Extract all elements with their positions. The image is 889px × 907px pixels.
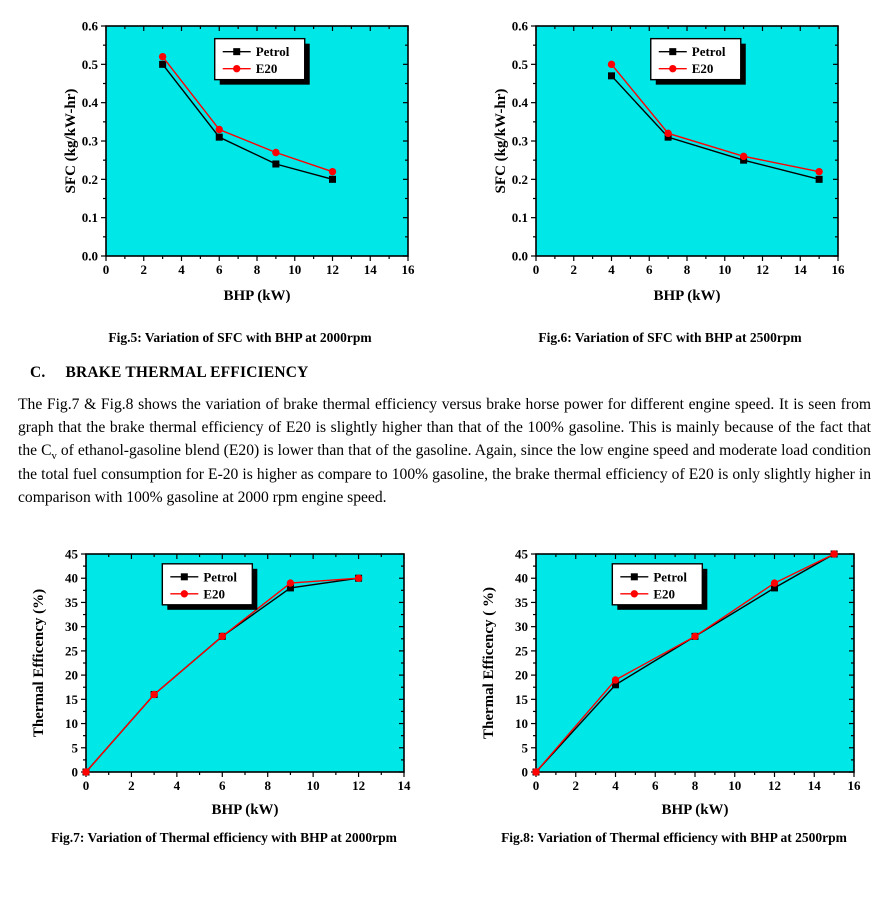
- svg-text:14: 14: [793, 262, 807, 277]
- svg-text:0.5: 0.5: [511, 56, 528, 72]
- paragraph-part2: of ethanol-gasoline blend (E20) is lower than that of the gasoline. Again, since the low engine speed and moderate load condition the total fuel consumption for E-20 is higher as compare to 100% gasoline, the brake thermal efficiency of E20 is only slightly higher in comparison with 100% gasoline at 2000 rpm engine speed.: [18, 441, 871, 506]
- svg-text:2: 2: [572, 777, 579, 793]
- svg-text:12: 12: [768, 777, 781, 793]
- svg-text:14: 14: [397, 777, 411, 793]
- svg-text:0: 0: [82, 777, 90, 793]
- svg-text:10: 10: [306, 777, 320, 793]
- svg-text:0.0: 0.0: [81, 248, 98, 264]
- svg-text:15: 15: [515, 691, 528, 707]
- svg-text:BHP (kW): BHP (kW): [211, 801, 279, 818]
- fig7-block: [28, 542, 420, 846]
- svg-text:10: 10: [65, 715, 78, 731]
- svg-text:Petrol: Petrol: [653, 568, 688, 584]
- svg-text:12: 12: [326, 262, 339, 277]
- fig6-sfc-2500rpm-chart: [490, 10, 850, 310]
- svg-text:8: 8: [253, 262, 261, 277]
- body-paragraph: [18, 394, 871, 510]
- svg-text:25: 25: [65, 643, 78, 659]
- fig5-caption: Fig.5: Variation of SFC with BHP at 2000rpm: [108, 330, 372, 345]
- svg-text:0: 0: [532, 777, 540, 793]
- svg-text:45: 45: [515, 546, 528, 562]
- svg-text:0.0: 0.0: [511, 248, 528, 264]
- svg-text:E20: E20: [203, 585, 225, 601]
- svg-text:12: 12: [756, 262, 769, 277]
- svg-text:Thermal Efficency ( %): Thermal Efficency ( %): [481, 586, 497, 739]
- svg-text:30: 30: [515, 618, 528, 634]
- paragraph-part1: The Fig.7 & Fig.8 shows the variation of brake thermal efficiency versus brake horse power for different engine speed. It is seen from graph that the brake thermal efficiency of E20 is slightly higher than that of the 100% gasoline. This is mainly because of the fact that the C: [18, 396, 871, 459]
- svg-text:6: 6: [646, 262, 653, 277]
- svg-text:BHP (kW): BHP (kW): [653, 288, 721, 304]
- svg-text:6: 6: [219, 777, 226, 793]
- svg-text:4: 4: [173, 777, 181, 793]
- svg-text:10: 10: [728, 777, 742, 793]
- svg-text:12: 12: [352, 777, 366, 793]
- section-label: C.: [30, 364, 46, 381]
- svg-text:0.1: 0.1: [511, 210, 528, 226]
- svg-text:0.6: 0.6: [511, 18, 528, 34]
- fig7-caption: Fig.7: Variation of Thermal efficiency with BHP at 2000rpm: [51, 829, 397, 845]
- svg-text:15: 15: [65, 691, 78, 707]
- paragraph-subscript: v: [51, 450, 57, 462]
- svg-text:10: 10: [288, 262, 302, 277]
- svg-text:Petrol: Petrol: [691, 44, 726, 60]
- svg-text:8: 8: [683, 262, 691, 277]
- fig5-block: [60, 10, 420, 346]
- svg-text:14: 14: [807, 777, 821, 793]
- svg-text:10: 10: [515, 715, 528, 731]
- svg-text:Thermal Efficency (%): Thermal Efficency (%): [31, 588, 47, 737]
- svg-text:2: 2: [128, 777, 135, 793]
- svg-text:0.2: 0.2: [511, 171, 528, 187]
- svg-text:0: 0: [532, 262, 540, 277]
- svg-text:0.5: 0.5: [81, 56, 98, 72]
- svg-text:35: 35: [515, 594, 528, 610]
- svg-text:0: 0: [102, 262, 110, 277]
- paper-page: [0, 10, 889, 907]
- svg-text:8: 8: [264, 777, 271, 793]
- svg-text:0.3: 0.3: [511, 133, 528, 149]
- svg-text:2: 2: [140, 262, 147, 277]
- svg-text:4: 4: [612, 777, 619, 793]
- svg-text:35: 35: [65, 594, 78, 610]
- svg-text:E20: E20: [255, 61, 278, 77]
- fig6-block: [490, 10, 850, 346]
- fig8-thermal-efficiency-2500rpm-chart: [478, 542, 870, 824]
- svg-text:0: 0: [71, 764, 78, 780]
- svg-text:BHP (kW): BHP (kW): [223, 288, 291, 304]
- svg-text:16: 16: [401, 262, 415, 277]
- svg-text:4: 4: [178, 262, 185, 277]
- section-heading: [30, 364, 871, 382]
- fig7-thermal-efficiency-2000rpm-chart: [28, 542, 420, 824]
- svg-text:0.4: 0.4: [81, 95, 98, 111]
- fig6-caption: Fig.6: Variation of SFC with BHP at 2500rpm: [538, 330, 802, 345]
- svg-text:Petrol: Petrol: [255, 44, 290, 60]
- svg-text:16: 16: [847, 777, 861, 793]
- svg-text:5: 5: [71, 739, 78, 755]
- svg-text:SFC (kg/kW-hr): SFC (kg/kW-hr): [493, 88, 509, 194]
- svg-text:4: 4: [608, 262, 615, 277]
- svg-text:0.1: 0.1: [81, 210, 98, 226]
- svg-text:40: 40: [515, 570, 528, 586]
- svg-text:20: 20: [65, 667, 78, 683]
- svg-text:8: 8: [691, 777, 699, 793]
- svg-text:6: 6: [652, 777, 659, 793]
- svg-text:Petrol: Petrol: [203, 568, 238, 584]
- svg-text:0.2: 0.2: [81, 171, 98, 187]
- svg-text:0.4: 0.4: [511, 95, 528, 111]
- svg-text:6: 6: [216, 262, 223, 277]
- thermal-efficiency-charts-row: [0, 542, 889, 846]
- svg-text:20: 20: [515, 667, 528, 683]
- svg-text:30: 30: [65, 618, 78, 634]
- fig8-block: [478, 542, 870, 846]
- svg-text:10: 10: [718, 262, 732, 277]
- svg-text:40: 40: [65, 570, 78, 586]
- svg-text:14: 14: [363, 262, 377, 277]
- svg-text:SFC (kg/kW-hr): SFC (kg/kW-hr): [63, 88, 79, 194]
- svg-text:0: 0: [521, 764, 528, 780]
- svg-text:E20: E20: [691, 61, 714, 77]
- fig8-caption: Fig.8: Variation of Thermal efficiency with BHP at 2500rpm: [501, 829, 847, 845]
- sfc-charts-row: [0, 10, 889, 346]
- svg-text:BHP (kW): BHP (kW): [661, 801, 729, 818]
- svg-text:0.6: 0.6: [81, 18, 98, 34]
- svg-text:5: 5: [521, 739, 528, 755]
- section-title: BRAKE THERMAL EFFICIENCY: [65, 364, 309, 381]
- svg-text:0.3: 0.3: [81, 133, 98, 149]
- fig5-sfc-2000rpm-chart: [60, 10, 420, 310]
- svg-text:45: 45: [65, 546, 78, 562]
- svg-text:25: 25: [515, 643, 528, 659]
- svg-text:2: 2: [570, 262, 577, 277]
- svg-text:16: 16: [831, 262, 845, 277]
- svg-text:E20: E20: [653, 585, 675, 601]
